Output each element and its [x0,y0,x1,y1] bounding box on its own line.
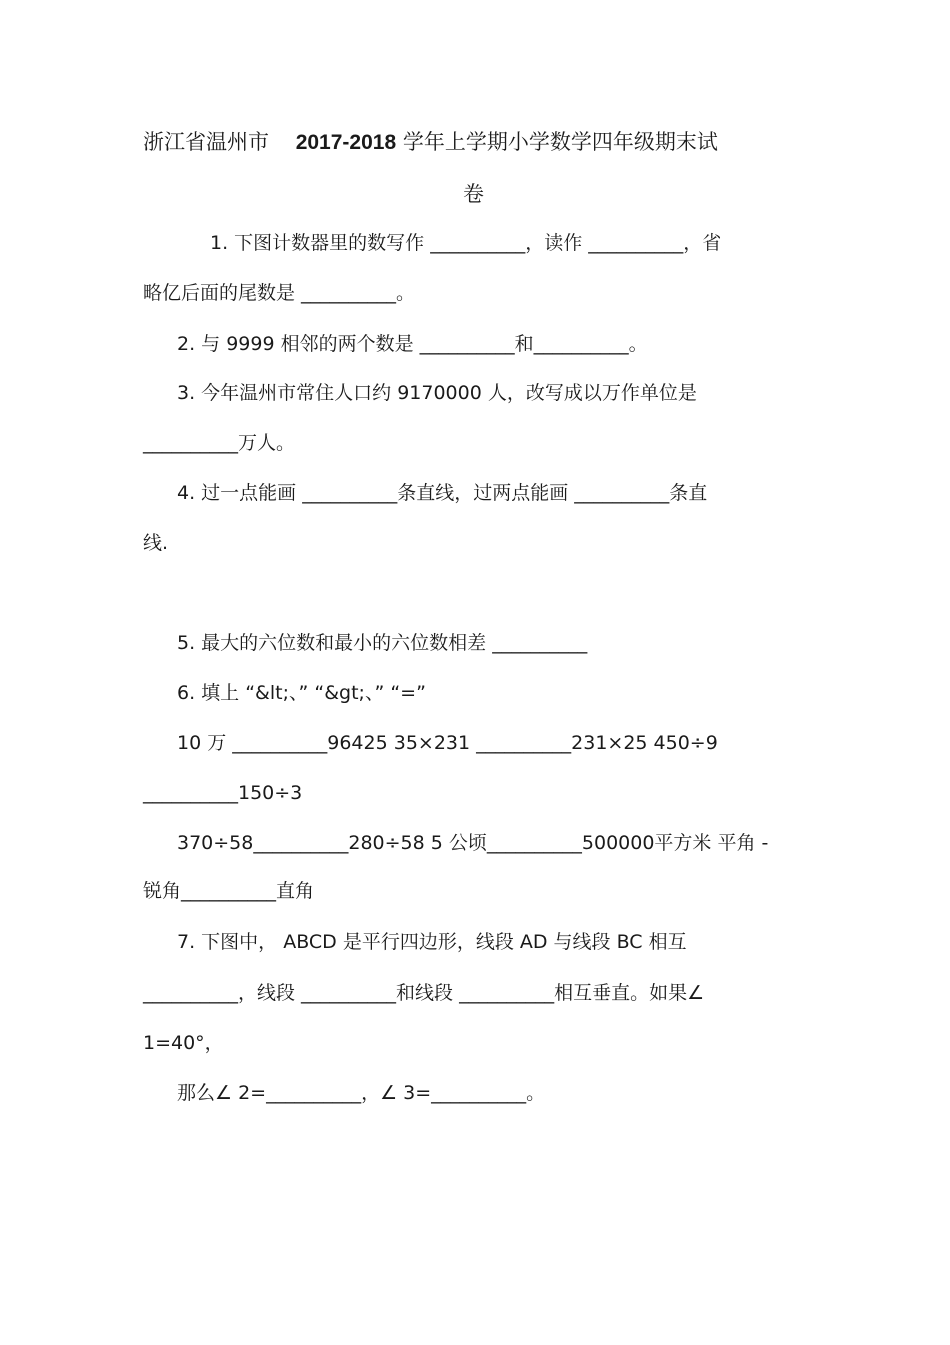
question-6-row-1: 10 万 __________96425 35×231 __________231×25 450÷9 [177,732,718,754]
question-7-line-4: 那么∠ 2=__________，∠ 3=__________。 [177,1082,546,1104]
question-6-row-1-cont: __________150÷3 [143,782,303,804]
title-post: 学年上学期小学数学四年级期末试 [402,130,718,154]
question-6: 6. 填上 “&lt;、” “&gt;、” “=” [177,682,426,704]
question-7-line-1: 7. 下图中， ABCD 是平行四边形，线段 AD 与线段 BC 相互 [177,931,687,953]
question-3-line-2: __________万人。 [143,432,296,454]
title-year: 2017-2018 [295,131,397,154]
question-1-line-1: 1. 下图计数器里的数写作 __________，读作 __________，省 [210,232,722,254]
question-6-row-2: 370÷58__________280÷58 5 公顷__________500000平方米 平角 - [177,832,769,854]
question-6-row-2-cont: 锐角__________直角 [143,880,315,902]
question-1-line-2: 略亿后面的尾数是 __________。 [143,282,416,304]
question-4-line-1: 4. 过一点能画 __________条直线，过两点能画 __________条直 [177,482,708,504]
page-title-line2: 卷 [463,182,484,206]
page-title-line1 [143,128,718,157]
question-7-line-2: __________，线段 __________和线段 __________相互垂直。如果∠ [143,982,705,1004]
question-4-line-2: 线. [143,532,169,554]
title-pre: 浙江省温州市 [143,130,269,154]
question-2: 2. 与 9999 相邻的两个数是 __________和__________。 [177,333,648,355]
question-5: 5. 最大的六位数和最小的六位数相差 __________ [177,632,588,654]
question-7-line-3: 1=40°， [143,1032,224,1054]
question-3-line-1: 3. 今年温州市常住人口约 9170000 人，改写成以万作单位是 [177,382,697,404]
